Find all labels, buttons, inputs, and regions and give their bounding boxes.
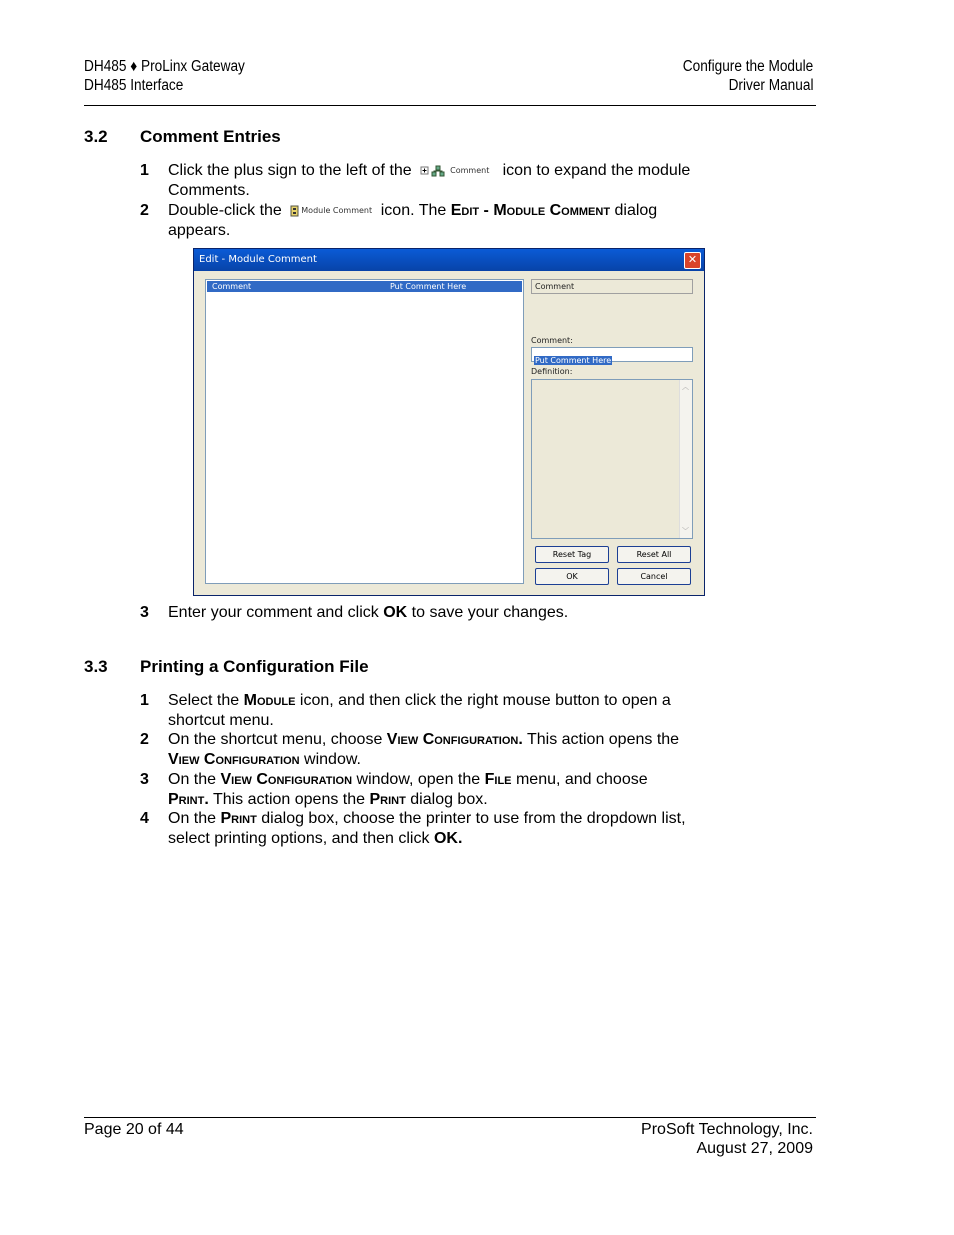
step-text-mid: icon. The [380,202,447,220]
step-text-bold: OK. [433,830,463,847]
list-item-value: Put Comment Here [390,282,467,291]
step-text-post: dialog [614,202,658,220]
item-name-field: Comment [531,279,693,294]
footer-date: August 27, 2009 [696,1140,813,1157]
step-text-post: dialog box. [410,791,488,808]
module-comment-icon [289,201,373,221]
step-text-line2: select printing options, and then click [168,830,430,847]
dialog-title-bar [194,249,704,271]
module-icon [289,205,301,217]
ok-button[interactable]: OK [535,568,609,585]
step-text-post: to save your changes. [411,604,569,621]
tree-plus-icon [420,165,450,177]
step-text-mid: This action opens the [212,791,366,808]
step-number: 2 [140,731,149,748]
header-product: DH485 ♦ ProLinx Gateway [84,58,245,75]
step-text [168,691,768,731]
step-text-sc: Module [243,692,296,709]
step-text-pre: On the shortcut menu, choose [168,731,383,748]
step-text-post: menu, and choose [515,771,648,788]
list-item-name: Comment [212,282,252,291]
step-number: 2 [140,202,149,219]
step-number: 3 [140,604,149,621]
step-text-pre: On the [168,771,217,788]
dialog-name: Edit - Module Comment [450,202,611,220]
comment-list[interactable] [205,279,524,584]
step-text-pre: Click the plus sign to the left of the [168,162,412,180]
step-text [168,161,768,201]
section-title: Printing a Configuration File [140,657,369,676]
step-text-pre: Select the [168,692,240,709]
chevron-up-icon[interactable]: ︿ [682,384,689,391]
step-text-mid: window, open the [356,771,481,788]
step-number: 1 [140,692,149,709]
step-text-sc: View Configuration. [386,731,523,748]
reset-all-button[interactable]: Reset All [617,546,691,563]
header-manual: Driver Manual [728,77,813,94]
step-text [168,201,768,241]
step-text-pre: On the [168,810,217,827]
step-text-sc: File [484,771,512,788]
step-text-sc: Print [369,791,406,808]
edit-module-comment-dialog [193,248,705,596]
dialog-title: Edit - Module Comment [199,254,317,265]
section-number: 3.3 [84,657,108,676]
chevron-down-icon[interactable]: ﹀ [682,528,689,535]
cancel-button[interactable]: Cancel [617,568,691,585]
section-number: 3.2 [84,127,108,146]
definition-label: Definition: [531,367,573,376]
step-text [168,603,768,623]
step-number: 1 [140,162,149,179]
page-number: Page 20 of 44 [84,1121,184,1138]
definition-textarea[interactable] [531,379,693,539]
module-comment-label: Module Comment [301,206,373,215]
step-text [168,809,768,849]
comment-input-value: Put Comment Here [535,356,612,365]
header-rule [84,105,816,106]
step-number: 4 [140,810,149,827]
step-text-sc: Print. [168,791,209,808]
step-text-pre: Enter your comment and click [168,604,379,621]
footer-rule [84,1117,816,1118]
step-text [168,770,768,810]
header-interface: DH485 Interface [84,77,184,94]
step-text-bold: OK [383,604,408,621]
step-text-line2: appears. [168,222,231,240]
section-title: Comment Entries [140,127,281,146]
step-text-line2: shortcut menu. [168,712,274,729]
step-text [168,730,768,770]
step-text-line2: Comments. [168,182,250,200]
step-text-post: window. [304,751,361,768]
list-item[interactable] [207,281,522,292]
comment-node-label: Comment [450,166,490,175]
step-text-pre: Double-click the [168,202,282,220]
footer-company: ProSoft Technology, Inc. [641,1121,813,1138]
step-text-sc: View Configuration [220,771,353,788]
scrollbar[interactable] [679,380,692,538]
step-text-post: icon, and then click the right mouse button to open a [299,692,671,709]
header-chapter: Configure the Module [682,58,813,75]
reset-tag-button[interactable]: Reset Tag [535,546,609,563]
step-text-post: icon to expand the module [502,162,691,180]
step-text-post: dialog box, choose the printer to use from the dropdown list, [261,810,686,827]
step-number: 3 [140,771,149,788]
close-icon[interactable]: ✕ [684,252,701,269]
step-text-sc: View Configuration [168,751,300,768]
comment-node-icon [420,161,494,181]
comment-label: Comment: [531,336,573,345]
step-text-post: This action opens the [526,731,680,748]
comment-input[interactable] [531,347,693,365]
step-text-sc: Print [220,810,257,827]
